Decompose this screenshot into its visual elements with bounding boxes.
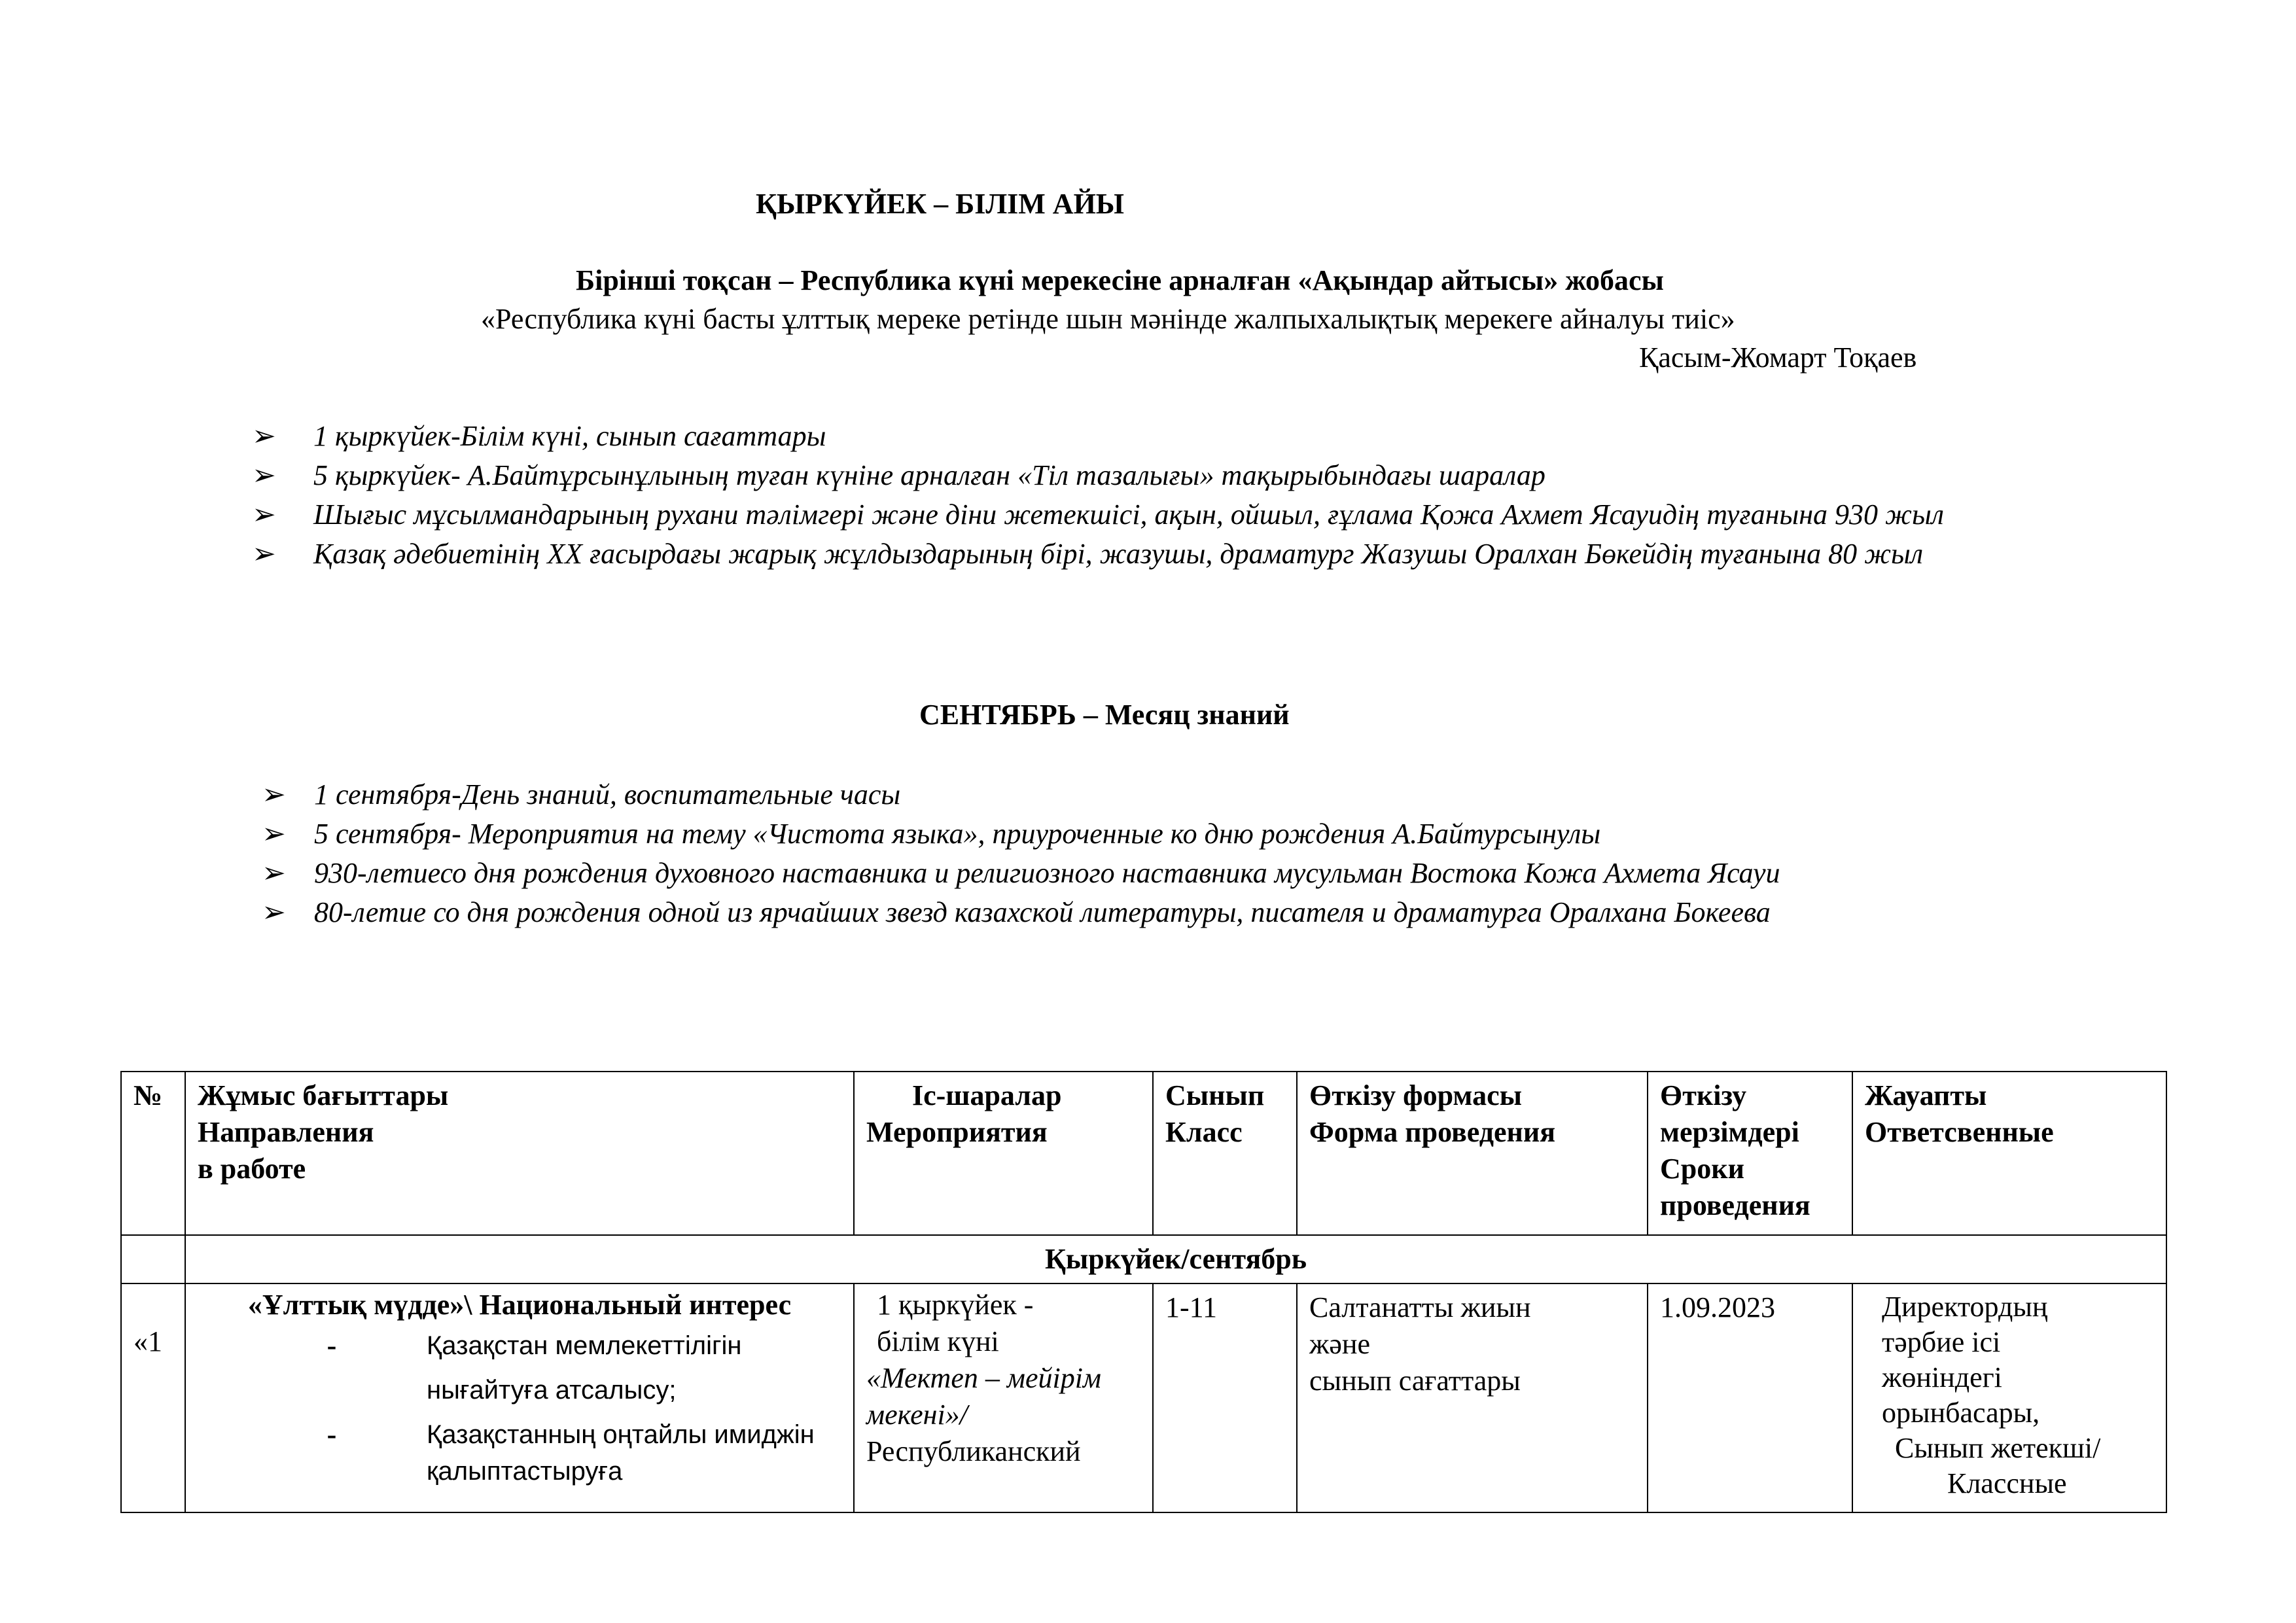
arrow-bullet-icon: ➢ [252,498,276,531]
list-item: ➢ 1 сентября-День знаний, воспитательные часы [262,776,2015,814]
ru-event-list [262,776,2015,933]
col-header-direction: Жұмыс бағыттары Направления в работе [185,1072,854,1235]
col-header-events: Іс-шаралар Мероприятия [854,1072,1153,1235]
page-title-ru: СЕНТЯБРЬ – Месяц знаний [919,699,1290,731]
table-row [121,1283,2166,1512]
row-responsible: Директордың тәрбие ісі жөніндегі орынбасары, Сынып жетекші/ Классные [1852,1283,2166,1512]
list-item: ➢ 1 қыркүйек-Білім күні, сынып сағаттары [252,417,2015,455]
plan-table [120,1071,2167,1513]
col-header-grade: Сынып Класс [1153,1072,1297,1235]
row-direction: «Ұлттық мүдде»\ Национальный интерес - Қазақстан мемлекеттілігін нығайтуға атсалысу; - Қазақстанның оңтайлы имиджін қалыптастыруға [185,1283,854,1512]
list-item: ➢ 80-летие со дня рождения одной из ярчайших звезд казахской литературы, писателя и драматурга Оралхана Бокеева [262,894,2015,932]
list-item: ➢ 5 сентября- Мероприятия на тему «Чистота языка», приуроченные ко дню рождения А.Байтурсынулы [262,815,2015,853]
row-form: Салтанатты жиын және сынып сағаттары [1297,1283,1648,1512]
month-row [121,1235,2166,1283]
row-events: 1 қыркүйек - білім күні «Мектеп – мейірім мекені»/ Республиканский [854,1283,1153,1512]
row-grade: 1-11 [1153,1283,1297,1512]
arrow-bullet-icon: ➢ [262,818,286,850]
arrow-bullet-icon: ➢ [252,420,276,452]
col-header-dates: Өткізу мерзімдері Сроки проведения [1648,1072,1852,1235]
arrow-bullet-icon: ➢ [262,896,286,928]
col-header-num: № [121,1072,185,1235]
kz-event-list [252,417,2015,574]
row-num: «1 [121,1283,185,1512]
month-label: Қыркүйек/сентябрь [185,1235,2166,1283]
arrow-bullet-icon: ➢ [262,857,286,889]
list-item: ➢ 930-летиесо дня рождения духовного наставника и религиозного наставника мусульман Востока Кожа Ахмета Ясауи [262,854,2015,892]
quote-author: Қасым-Жомарт Тоқаев [1639,341,1917,374]
president-quote: «Республика күні басты ұлттық мереке ретінде шын мәнінде жалпыхалықтық мерекеге айналуы тиіс» [481,303,1735,335]
list-item: ➢ Қазақ әдебиетінің XX ғасырдағы жарық жұлдыздарының бірі, жазушы, драматург Жазушы Оралхан Бөкейдің туғанына 80 жыл [252,535,2015,573]
arrow-bullet-icon: ➢ [252,538,276,570]
arrow-bullet-icon: ➢ [262,778,286,811]
col-header-responsible: Жауапты Ответсвенные [1852,1072,2166,1235]
table-header-row [121,1072,2166,1235]
col-header-form: Өткізу формасы Форма проведения [1297,1072,1648,1235]
row-date: 1.09.2023 [1648,1283,1852,1512]
quarter-subtitle: Бірінші тоқсан – Республика күні мерекесіне арналған «Ақындар айтысы» жобасы [576,264,1664,296]
page-title-kz: ҚЫРКҮЙЕК – БІЛІМ АЙЫ [756,188,1124,220]
list-item: ➢ Шығыс мұсылмандарының рухани тәлімгері және діни жетекшісі, ақын, ойшыл, ғұлама Қожа Ахмет Ясауидің туғанына 930 жыл [252,496,2015,534]
arrow-bullet-icon: ➢ [252,459,276,491]
list-item: ➢ 5 қыркүйек- А.Байтұрсынұлының туған күніне арналған «Тіл тазалығы» тақырыбындағы шаралар [252,457,2015,495]
